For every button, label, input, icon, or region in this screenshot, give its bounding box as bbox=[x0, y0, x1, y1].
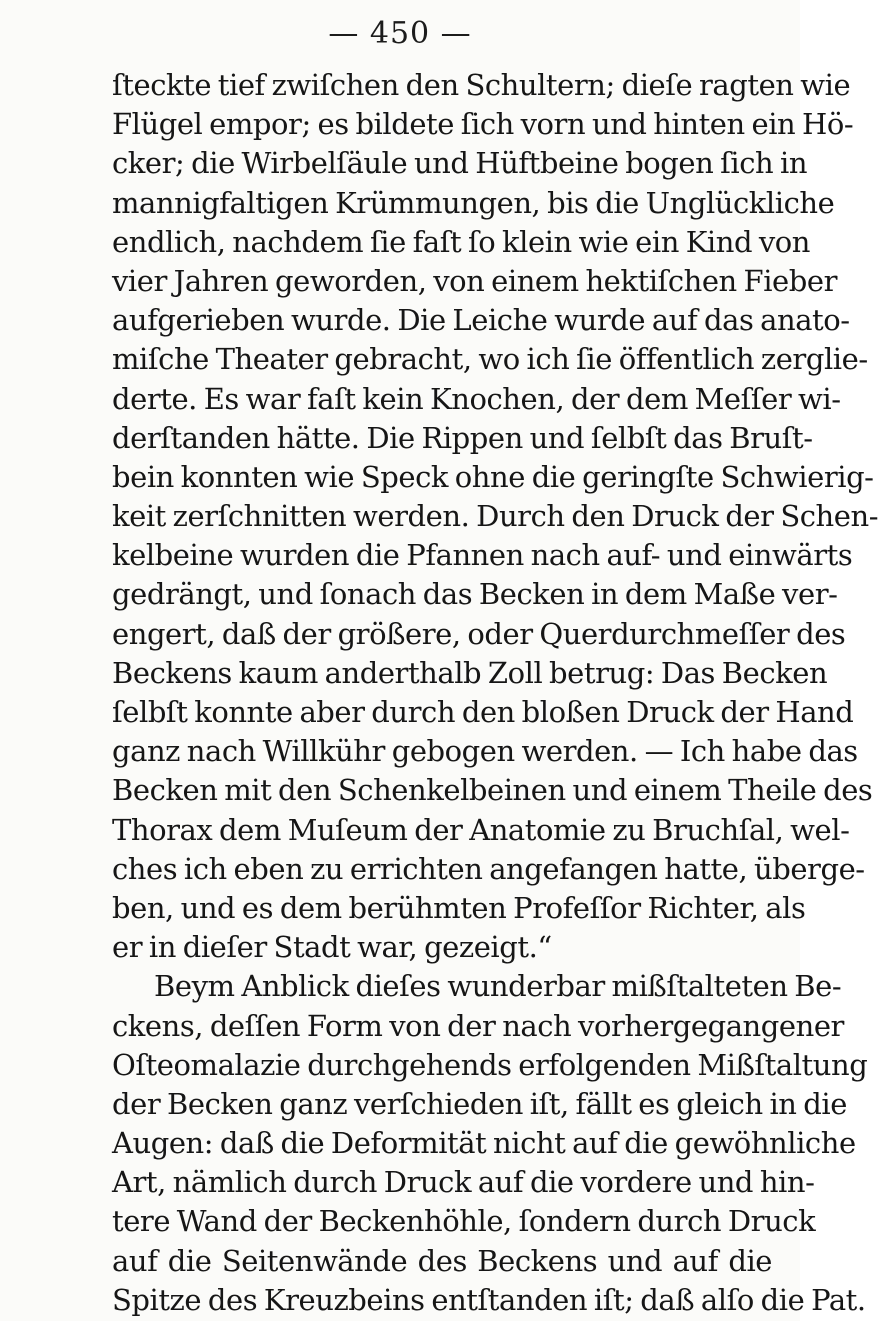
text-line: auf die Seitenwände des Beckens und auf die bbox=[112, 1243, 772, 1278]
body-text bbox=[112, 66, 878, 1320]
text-line: vier Jahren geworden, von einem hektiſchen Fieber bbox=[112, 263, 838, 298]
text-line: keit zerſchnitten werden. Durch den Druck der Schen- bbox=[112, 499, 878, 534]
text-line: ben, und es dem berühmten Profeſſor Richter, als bbox=[112, 890, 806, 925]
text-line: Becken mit den Schenkelbeinen und einem Theile des bbox=[112, 773, 873, 808]
page-number: — 450 — bbox=[328, 16, 472, 51]
text-line: Beckens kaum anderthalb Zoll betrug: Das Becken bbox=[112, 655, 828, 690]
text-line: miſche Theater gebracht, wo ich ſie öffentlich zerglie- bbox=[112, 342, 868, 377]
text-line: derſtanden hätte. Die Rippen und ſelbſt das Bruſt- bbox=[112, 420, 813, 455]
text-line: ckens, deſſen Form von der nach vorhergegangener bbox=[112, 1008, 844, 1043]
text-line: ſelbſt konnte aber durch den bloßen Druck der Hand bbox=[112, 695, 854, 729]
text-line: tere Wand der Beckenhöhle, ſondern durch Druck bbox=[112, 1204, 816, 1239]
text-line: endlich, nachdem ſie faſt ſo klein wie ein Kind von bbox=[112, 224, 811, 259]
text-line: cker; die Wirbelſäule und Hüftbeine bogen ſich in bbox=[112, 146, 808, 181]
text-line: mannigfaltigen Krümmungen, bis die Unglückliche bbox=[112, 185, 835, 220]
text-line: ſteckte tief zwiſchen den Schultern; dieſe ragten wie bbox=[112, 68, 851, 102]
text-line: bein konnten wie Speck ohne die geringſte Schwierig- bbox=[112, 459, 874, 494]
text-line: gedrängt, und ſonach das Becken in dem Maße ver- bbox=[112, 577, 838, 612]
text-line: ches ich eben zu errichten angefangen hatte, überge- bbox=[112, 851, 865, 886]
text-line: ganz nach Willkühr gebogen werden. — Ich habe das bbox=[112, 734, 858, 769]
text-line: Oſteomalazie durchgehends erfolgenden Mißſtaltung bbox=[112, 1047, 868, 1082]
text-line: derte. Es war faſt kein Knochen, der dem Meſſer wi- bbox=[112, 381, 841, 416]
text-line: aufgerieben wurde. Die Leiche wurde auf das anato- bbox=[112, 303, 850, 338]
text-line: der Becken ganz verſchieden iſt, fällt es gleich in die bbox=[112, 1086, 847, 1121]
text-line: Augen: daß die Deformität nicht auf die gewöhnliche bbox=[112, 1126, 856, 1161]
paragraph-start-line: Beym Anblick dieſes wunderbar mißſtalteten Be- bbox=[154, 969, 842, 1004]
text-line: Flügel empor; es bildete ſich vorn und hinten ein Hö- bbox=[112, 107, 854, 142]
text-line: Art, nämlich durch Druck auf die vordere und hin- bbox=[112, 1165, 815, 1200]
text-line: Spitze des Kreuzbeins entſtanden iſt; daß alſo die Pat. bbox=[112, 1282, 866, 1317]
text-line: kelbeine wurden die Pfannen nach auf- und einwärts bbox=[112, 538, 853, 573]
text-line: engert, daß der größere, oder Querdurchmeſſer des bbox=[112, 616, 846, 651]
text-line: er in dieſer Stadt war, gezeigt.“ bbox=[112, 930, 552, 965]
text-line: Thorax dem Muſeum der Anatomie zu Bruchſal, wel- bbox=[112, 812, 850, 847]
